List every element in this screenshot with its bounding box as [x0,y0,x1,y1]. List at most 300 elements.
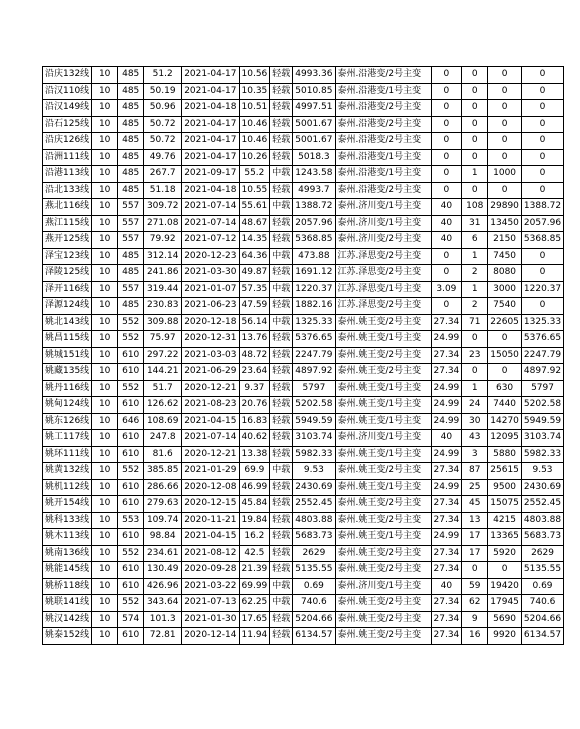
col-11-cell: 23 [462,347,488,364]
load-rate-cell: 19.84 [239,512,270,529]
load-status-cell: 轻载 [270,380,293,397]
date-cell: 2021-04-17 [182,83,239,100]
load-rate-cell: 47.59 [239,298,270,315]
current-cell: 271.08 [144,215,182,232]
line-name-cell: 姚城151线 [43,347,92,364]
load-rate-cell: 48.67 [239,215,270,232]
substation-cell: 泰州.姚王变/1号主变 [335,380,431,397]
col-12-cell: 12095 [488,430,522,447]
voltage-cell: 10 [92,430,118,447]
current-cell: 51.2 [144,67,182,84]
voltage-cell: 10 [92,265,118,282]
col-13-cell: 5376.65 [521,331,563,348]
margin-cell: 5135.55 [293,562,335,579]
col-10-cell: 27.34 [431,595,462,612]
line-name-cell: 姚汉142线 [43,611,92,628]
col-13-cell: 1388.72 [521,199,563,216]
col-10-cell: 0 [431,166,462,183]
table-row [43,380,564,397]
date-cell: 2021-04-18 [182,100,239,117]
col-10-cell: 0 [431,67,462,84]
margin-cell: 1325.33 [293,314,335,331]
line-name-cell: 姚甸124线 [43,397,92,414]
col-10-cell: 27.34 [431,364,462,381]
current-cell: 385.85 [144,463,182,480]
load-status-cell: 轻载 [270,529,293,546]
substation-cell: 泰州.沿港变/2号主变 [335,133,431,150]
date-cell: 2021-03-22 [182,578,239,595]
load-rate-cell: 10.55 [239,182,270,199]
capacity-cell: 610 [118,446,144,463]
margin-cell: 5204.66 [293,611,335,628]
capacity-cell: 610 [118,347,144,364]
load-rate-cell: 10.51 [239,100,270,117]
col-10-cell: 24.99 [431,380,462,397]
line-name-cell: 泽陵125线 [43,265,92,282]
col-11-cell: 16 [462,628,488,645]
substation-cell: 泰州.姚王变/1号主变 [335,331,431,348]
line-name-cell: 姚工117线 [43,430,92,447]
col-11-cell: 9 [462,611,488,628]
voltage-cell: 10 [92,182,118,199]
load-status-cell: 轻载 [270,496,293,513]
load-status-cell: 轻载 [270,628,293,645]
load-status-cell: 中载 [270,314,293,331]
margin-cell: 5368.85 [293,232,335,249]
load-status-cell: 轻载 [270,562,293,579]
date-cell: 2021-07-12 [182,232,239,249]
voltage-cell: 10 [92,133,118,150]
col-11-cell: 0 [462,116,488,133]
col-12-cell: 13365 [488,529,522,546]
col-12-cell: 0 [488,133,522,150]
load-status-cell: 轻载 [270,430,293,447]
col-10-cell: 0 [431,116,462,133]
line-name-cell: 泽开116线 [43,281,92,298]
voltage-cell: 10 [92,314,118,331]
current-cell: 50.72 [144,133,182,150]
col-10-cell: 27.34 [431,545,462,562]
col-13-cell: 0 [521,166,563,183]
load-status-cell: 中载 [270,463,293,480]
col-13-cell: 0 [521,248,563,265]
date-cell: 2021-04-17 [182,67,239,84]
capacity-cell: 485 [118,265,144,282]
load-rate-cell: 9.37 [239,380,270,397]
col-13-cell: 2057.96 [521,215,563,232]
col-10-cell: 27.34 [431,512,462,529]
date-cell: 2020-12-21 [182,380,239,397]
substation-cell: 泰州.沿港变/1号主变 [335,83,431,100]
substation-cell: 泰州.姚王变/1号主变 [335,529,431,546]
capacity-cell: 557 [118,215,144,232]
col-12-cell: 19420 [488,578,522,595]
current-cell: 51.18 [144,182,182,199]
voltage-cell: 10 [92,199,118,216]
date-cell: 2021-04-17 [182,133,239,150]
margin-cell: 5202.58 [293,397,335,414]
date-cell: 2020-12-18 [182,314,239,331]
margin-cell: 2247.79 [293,347,335,364]
margin-cell: 5018.3 [293,149,335,166]
substation-cell: 泰州.沿港变/1号主变 [335,166,431,183]
line-name-cell: 沿汉149线 [43,100,92,117]
capacity-cell: 610 [118,562,144,579]
col-11-cell: 1 [462,166,488,183]
load-rate-cell: 64.36 [239,248,270,265]
line-name-cell: 姚开154线 [43,496,92,513]
voltage-cell: 10 [92,413,118,430]
table-row [43,628,564,645]
margin-cell: 1691.12 [293,265,335,282]
current-cell: 126.62 [144,397,182,414]
line-name-cell: 姚南136线 [43,545,92,562]
capacity-cell: 557 [118,199,144,216]
load-rate-cell: 55.61 [239,199,270,216]
col-10-cell: 0 [431,83,462,100]
line-name-cell: 姚北143线 [43,314,92,331]
voltage-cell: 10 [92,463,118,480]
col-11-cell: 31 [462,215,488,232]
col-13-cell: 5949.59 [521,413,563,430]
substation-cell: 泰州.姚王变/2号主变 [335,628,431,645]
margin-cell: 4997.51 [293,100,335,117]
substation-cell: 泰州.姚王变/2号主变 [335,314,431,331]
capacity-cell: 552 [118,595,144,612]
col-12-cell: 14270 [488,413,522,430]
load-rate-cell: 13.76 [239,331,270,348]
table-row [43,248,564,265]
date-cell: 2020-12-23 [182,248,239,265]
current-cell: 297.22 [144,347,182,364]
col-12-cell: 29890 [488,199,522,216]
substation-cell: 江苏.泽思变/2号主变 [335,265,431,282]
table-row [43,116,564,133]
current-cell: 50.19 [144,83,182,100]
current-cell: 267.7 [144,166,182,183]
col-13-cell: 5797 [521,380,563,397]
margin-cell: 9.53 [293,463,335,480]
line-name-cell: 姚科133线 [43,512,92,529]
capacity-cell: 610 [118,479,144,496]
capacity-cell: 552 [118,331,144,348]
capacity-cell: 646 [118,413,144,430]
col-11-cell: 13 [462,512,488,529]
voltage-cell: 10 [92,116,118,133]
table-row [43,314,564,331]
capacity-cell: 485 [118,83,144,100]
voltage-cell: 10 [92,397,118,414]
capacity-cell: 485 [118,116,144,133]
col-11-cell: 0 [462,67,488,84]
col-11-cell: 3 [462,446,488,463]
load-rate-cell: 13.38 [239,446,270,463]
line-name-cell: 沿北133线 [43,182,92,199]
table-row [43,595,564,612]
capacity-cell: 552 [118,314,144,331]
margin-cell: 5982.33 [293,446,335,463]
voltage-cell: 10 [92,232,118,249]
capacity-cell: 485 [118,248,144,265]
col-13-cell: 6134.57 [521,628,563,645]
table-row [43,446,564,463]
col-12-cell: 4215 [488,512,522,529]
capacity-cell: 610 [118,628,144,645]
substation-cell: 泰州.沿港变/2号主变 [335,182,431,199]
capacity-cell: 485 [118,149,144,166]
load-status-cell: 轻载 [270,446,293,463]
col-10-cell: 27.34 [431,562,462,579]
load-status-cell: 轻载 [270,479,293,496]
load-status-cell: 轻载 [270,133,293,150]
load-rate-cell: 20.76 [239,397,270,414]
col-11-cell: 1 [462,380,488,397]
substation-cell: 泰州.济川变/1号主变 [335,578,431,595]
col-13-cell: 1220.37 [521,281,563,298]
col-11-cell: 87 [462,463,488,480]
table-row [43,562,564,579]
margin-cell: 2057.96 [293,215,335,232]
data-table [42,66,564,645]
voltage-cell: 10 [92,83,118,100]
margin-cell: 5797 [293,380,335,397]
voltage-cell: 10 [92,611,118,628]
current-cell: 108.69 [144,413,182,430]
date-cell: 2021-07-14 [182,215,239,232]
line-name-cell: 燕江115线 [43,215,92,232]
table-row [43,215,564,232]
table-row [43,265,564,282]
voltage-cell: 10 [92,331,118,348]
table-row [43,232,564,249]
col-12-cell: 0 [488,100,522,117]
col-10-cell: 0 [431,133,462,150]
col-10-cell: 27.34 [431,314,462,331]
col-13-cell: 4803.88 [521,512,563,529]
line-name-cell: 姚环111线 [43,446,92,463]
current-cell: 50.96 [144,100,182,117]
load-rate-cell: 57.35 [239,281,270,298]
substation-cell: 泰州.济川变/1号主变 [335,199,431,216]
table-row [43,298,564,315]
date-cell: 2021-04-15 [182,529,239,546]
margin-cell: 473.88 [293,248,335,265]
capacity-cell: 610 [118,397,144,414]
substation-cell: 泰州.姚王变/1号主变 [335,413,431,430]
date-cell: 2021-03-30 [182,265,239,282]
margin-cell: 0.69 [293,578,335,595]
load-rate-cell: 55.2 [239,166,270,183]
voltage-cell: 10 [92,545,118,562]
line-name-cell: 姚丹116线 [43,380,92,397]
margin-cell: 5376.65 [293,331,335,348]
table-row [43,479,564,496]
col-12-cell: 17945 [488,595,522,612]
col-11-cell: 2 [462,298,488,315]
col-11-cell: 45 [462,496,488,513]
substation-cell: 泰州.姚王变/2号主变 [335,496,431,513]
date-cell: 2021-07-14 [182,430,239,447]
capacity-cell: 610 [118,496,144,513]
col-11-cell: 25 [462,479,488,496]
margin-cell: 4803.88 [293,512,335,529]
col-13-cell: 0 [521,149,563,166]
load-status-cell: 中载 [270,281,293,298]
current-cell: 309.88 [144,314,182,331]
margin-cell: 740.6 [293,595,335,612]
col-12-cell: 9500 [488,479,522,496]
capacity-cell: 552 [118,463,144,480]
voltage-cell: 10 [92,578,118,595]
col-10-cell: 27.34 [431,611,462,628]
col-12-cell: 25615 [488,463,522,480]
margin-cell: 2552.45 [293,496,335,513]
load-status-cell: 轻载 [270,298,293,315]
col-11-cell: 43 [462,430,488,447]
col-12-cell: 5690 [488,611,522,628]
current-cell: 81.6 [144,446,182,463]
date-cell: 2021-01-29 [182,463,239,480]
col-13-cell: 2430.69 [521,479,563,496]
line-name-cell: 姚昌115线 [43,331,92,348]
substation-cell: 泰州.姚王变/2号主变 [335,512,431,529]
col-13-cell: 3103.74 [521,430,563,447]
date-cell: 2021-01-30 [182,611,239,628]
load-status-cell: 轻载 [270,364,293,381]
load-status-cell: 轻载 [270,512,293,529]
line-name-cell: 泽宝123线 [43,248,92,265]
load-rate-cell: 48.72 [239,347,270,364]
margin-cell: 5001.67 [293,116,335,133]
capacity-cell: 610 [118,578,144,595]
substation-cell: 泰州.姚王变/2号主变 [335,347,431,364]
col-12-cell: 8080 [488,265,522,282]
substation-cell: 泰州.济川变/1号主变 [335,430,431,447]
current-cell: 72.81 [144,628,182,645]
col-10-cell: 24.99 [431,446,462,463]
voltage-cell: 10 [92,446,118,463]
load-rate-cell: 11.94 [239,628,270,645]
col-11-cell: 0 [462,331,488,348]
col-10-cell: 27.34 [431,628,462,645]
table-row [43,182,564,199]
current-cell: 98.84 [144,529,182,546]
substation-cell: 泰州.沿港变/2号主变 [335,67,431,84]
table-row [43,133,564,150]
current-cell: 130.49 [144,562,182,579]
col-10-cell: 27.34 [431,347,462,364]
voltage-cell: 10 [92,479,118,496]
substation-cell: 江苏.泽思变/1号主变 [335,281,431,298]
voltage-cell: 10 [92,100,118,117]
col-10-cell: 24.99 [431,413,462,430]
col-12-cell: 22605 [488,314,522,331]
substation-cell: 江苏.泽思变/2号主变 [335,298,431,315]
capacity-cell: 574 [118,611,144,628]
substation-cell: 泰州.姚王变/1号主变 [335,397,431,414]
table-row [43,83,564,100]
capacity-cell: 552 [118,380,144,397]
substation-cell: 泰州.沿港变/2号主变 [335,116,431,133]
col-12-cell: 2150 [488,232,522,249]
col-11-cell: 0 [462,182,488,199]
capacity-cell: 553 [118,512,144,529]
substation-cell: 泰州.姚王变/2号主变 [335,562,431,579]
col-10-cell: 0 [431,298,462,315]
line-name-cell: 沿港113线 [43,166,92,183]
col-12-cell: 0 [488,83,522,100]
voltage-cell: 10 [92,595,118,612]
line-name-cell: 燕北116线 [43,199,92,216]
load-rate-cell: 10.46 [239,116,270,133]
date-cell: 2021-03-03 [182,347,239,364]
col-12-cell: 0 [488,331,522,348]
voltage-cell: 10 [92,248,118,265]
col-13-cell: 5135.55 [521,562,563,579]
date-cell: 2021-04-15 [182,413,239,430]
load-rate-cell: 49.87 [239,265,270,282]
col-13-cell: 5368.85 [521,232,563,249]
current-cell: 109.74 [144,512,182,529]
col-10-cell: 40 [431,578,462,595]
col-12-cell: 15075 [488,496,522,513]
load-status-cell: 轻载 [270,397,293,414]
col-13-cell: 0 [521,83,563,100]
capacity-cell: 552 [118,545,144,562]
load-status-cell: 轻载 [270,182,293,199]
col-10-cell: 40 [431,199,462,216]
voltage-cell: 10 [92,562,118,579]
col-11-cell: 0 [462,133,488,150]
load-rate-cell: 10.46 [239,133,270,150]
date-cell: 2020-09-28 [182,562,239,579]
col-11-cell: 2 [462,265,488,282]
date-cell: 2021-04-18 [182,182,239,199]
col-12-cell: 0 [488,364,522,381]
col-12-cell: 0 [488,67,522,84]
line-name-cell: 姚机112线 [43,479,92,496]
load-status-cell: 轻载 [270,215,293,232]
col-11-cell: 17 [462,545,488,562]
substation-cell: 泰州.姚王变/2号主变 [335,545,431,562]
line-name-cell: 沿汉110线 [43,83,92,100]
date-cell: 2021-06-29 [182,364,239,381]
voltage-cell: 10 [92,380,118,397]
load-rate-cell: 14.35 [239,232,270,249]
current-cell: 51.7 [144,380,182,397]
table-row [43,149,564,166]
load-status-cell: 中载 [270,248,293,265]
capacity-cell: 485 [118,298,144,315]
margin-cell: 2430.69 [293,479,335,496]
col-11-cell: 0 [462,83,488,100]
col-13-cell: 5202.58 [521,397,563,414]
voltage-cell: 10 [92,512,118,529]
table-row [43,100,564,117]
col-10-cell: 40 [431,430,462,447]
load-rate-cell: 42.5 [239,545,270,562]
current-cell: 247.8 [144,430,182,447]
substation-cell: 泰州.姚王变/2号主变 [335,595,431,612]
load-rate-cell: 17.65 [239,611,270,628]
col-11-cell: 24 [462,397,488,414]
voltage-cell: 10 [92,298,118,315]
load-rate-cell: 10.26 [239,149,270,166]
voltage-cell: 10 [92,628,118,645]
margin-cell: 5949.59 [293,413,335,430]
load-rate-cell: 23.64 [239,364,270,381]
col-10-cell: 0 [431,265,462,282]
